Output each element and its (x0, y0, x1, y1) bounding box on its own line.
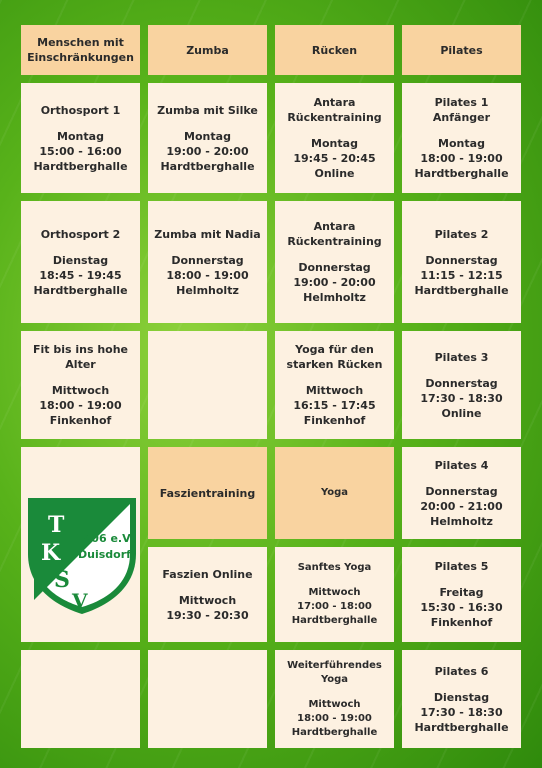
course-title: Sanftes Yoga (297, 562, 372, 573)
course-pilates-5 (402, 547, 521, 642)
course-title: Pilates 5 (434, 560, 489, 573)
course-pilates-1 (402, 83, 521, 193)
course-time: 18:00 - 19:00 (420, 152, 503, 165)
course-place: Hardtberghalle (291, 615, 378, 626)
logo-letter-t: T (48, 512, 65, 538)
course-day: Donnerstag (425, 253, 498, 267)
logo-letter-v: V (72, 589, 88, 613)
course-title: Faszien Online (162, 567, 253, 581)
course-day: Donnerstag (425, 376, 498, 390)
logo-letter-s: S (54, 567, 70, 593)
course-day: Donnerstag (425, 484, 498, 498)
course-day: Montag (438, 137, 485, 150)
course-place: Finkenhof (49, 414, 112, 427)
course-pilates-2 (402, 201, 521, 323)
course-zumba-silke (148, 83, 267, 193)
header-zumba: Zumba (148, 25, 267, 75)
logo-letter-k: K (41, 540, 61, 566)
course-day: Dienstag (433, 690, 490, 704)
course-pilates-6 (402, 650, 521, 748)
course-fit-alter (21, 331, 140, 439)
course-place: Helmholtz (430, 514, 493, 528)
course-day: Montag (57, 129, 104, 143)
course-time: 18:00 - 19:00 (39, 399, 122, 412)
course-title: Zumba mit Nadia (154, 227, 261, 241)
course-place: Hardtberghalle (33, 159, 128, 173)
course-day: Montag (311, 137, 358, 150)
course-place: Finkenhof (303, 414, 366, 427)
course-time: 20:00 - 21:00 (420, 499, 503, 513)
course-orthosport-1 (21, 83, 140, 193)
course-title: Fit bis ins hohe Alter (32, 343, 129, 371)
course-day: Mittwoch (308, 698, 361, 710)
empty-cell (21, 650, 140, 748)
header-menschen: Menschen mit Einschränkungen (21, 25, 140, 75)
logo-name: Duisdorf (78, 548, 131, 561)
course-time: 16:15 - 17:45 (293, 399, 376, 412)
course-place: Hardtberghalle (414, 167, 509, 180)
course-time: 18:00 - 19:00 (297, 712, 372, 724)
course-time: 19:45 - 20:45 (293, 152, 376, 165)
course-place: Hardtberghalle (160, 159, 255, 173)
course-title: Pilates 4 (434, 458, 489, 472)
course-time: 15:30 - 16:30 (420, 601, 503, 614)
course-time: 19:00 - 20:00 (293, 276, 376, 289)
course-pilates-3 (402, 331, 521, 439)
course-place: Hardtberghalle (33, 283, 128, 297)
course-sanftes-yoga (275, 547, 394, 642)
empty-cell (148, 650, 267, 748)
course-title: Antara Rückentraining (287, 220, 382, 248)
course-title: Orthosport 2 (40, 227, 121, 241)
course-place: Finkenhof (430, 616, 493, 629)
course-time: 19:30 - 20:30 (166, 608, 249, 622)
course-title: Weiterführendes Yoga (287, 659, 382, 685)
course-orthosport-2 (21, 201, 140, 323)
course-zumba-nadia (148, 201, 267, 323)
course-day: Mittwoch (305, 384, 364, 397)
course-antara-2 (275, 201, 394, 323)
course-yoga-ruecken (275, 331, 394, 439)
course-time: 17:30 - 18:30 (420, 705, 503, 719)
header-faszientraining: Faszientraining (148, 447, 267, 539)
header-yoga: Yoga (275, 447, 394, 539)
empty-cell (148, 331, 267, 439)
tksv-logo (26, 496, 138, 616)
logo-year: 1906 e.V. (76, 532, 134, 545)
course-time: 18:45 - 19:45 (39, 268, 122, 282)
course-title: Zumba mit Silke (157, 103, 258, 117)
course-place: Hardtberghalle (414, 720, 509, 734)
course-time: 15:00 - 16:00 (39, 144, 122, 158)
course-title: Pilates 6 (434, 664, 489, 678)
course-title: Antara Rückentraining (287, 96, 382, 124)
course-time: 11:15 - 12:15 (420, 268, 503, 282)
course-title: Pilates 1 Anfänger (432, 96, 491, 124)
course-place: Hardtberghalle (414, 283, 509, 297)
course-weiterfuehrendes-yoga (275, 650, 394, 748)
course-time: 17:30 - 18:30 (420, 391, 503, 405)
course-title: Orthosport 1 (40, 103, 121, 117)
course-title: Yoga für den starken Rücken (286, 343, 383, 371)
course-time: 19:00 - 20:00 (166, 144, 249, 158)
course-day: Donnerstag (171, 253, 244, 267)
course-place: Helmholtz (303, 291, 366, 304)
course-title: Pilates 3 (434, 350, 489, 364)
course-place: Hardtberghalle (291, 726, 378, 738)
course-day: Montag (184, 129, 231, 143)
course-place: Helmholtz (176, 283, 239, 297)
course-day: Mittwoch (178, 593, 237, 607)
course-day: Freitag (439, 586, 484, 599)
course-place: Online (441, 406, 482, 420)
header-ruecken: Rücken (275, 25, 394, 75)
course-day: Mittwoch (51, 384, 110, 397)
course-place: Online (314, 167, 355, 180)
course-antara-1 (275, 83, 394, 193)
course-pilates-4 (402, 447, 521, 539)
course-day: Dienstag (52, 253, 109, 267)
course-time: 17:00 - 18:00 (297, 601, 372, 612)
course-title: Pilates 2 (434, 227, 489, 241)
course-day: Mittwoch (308, 587, 361, 598)
course-faszien-online (148, 547, 267, 642)
course-time: 18:00 - 19:00 (166, 268, 249, 282)
header-pilates: Pilates (402, 25, 521, 75)
course-day: Donnerstag (298, 261, 371, 274)
